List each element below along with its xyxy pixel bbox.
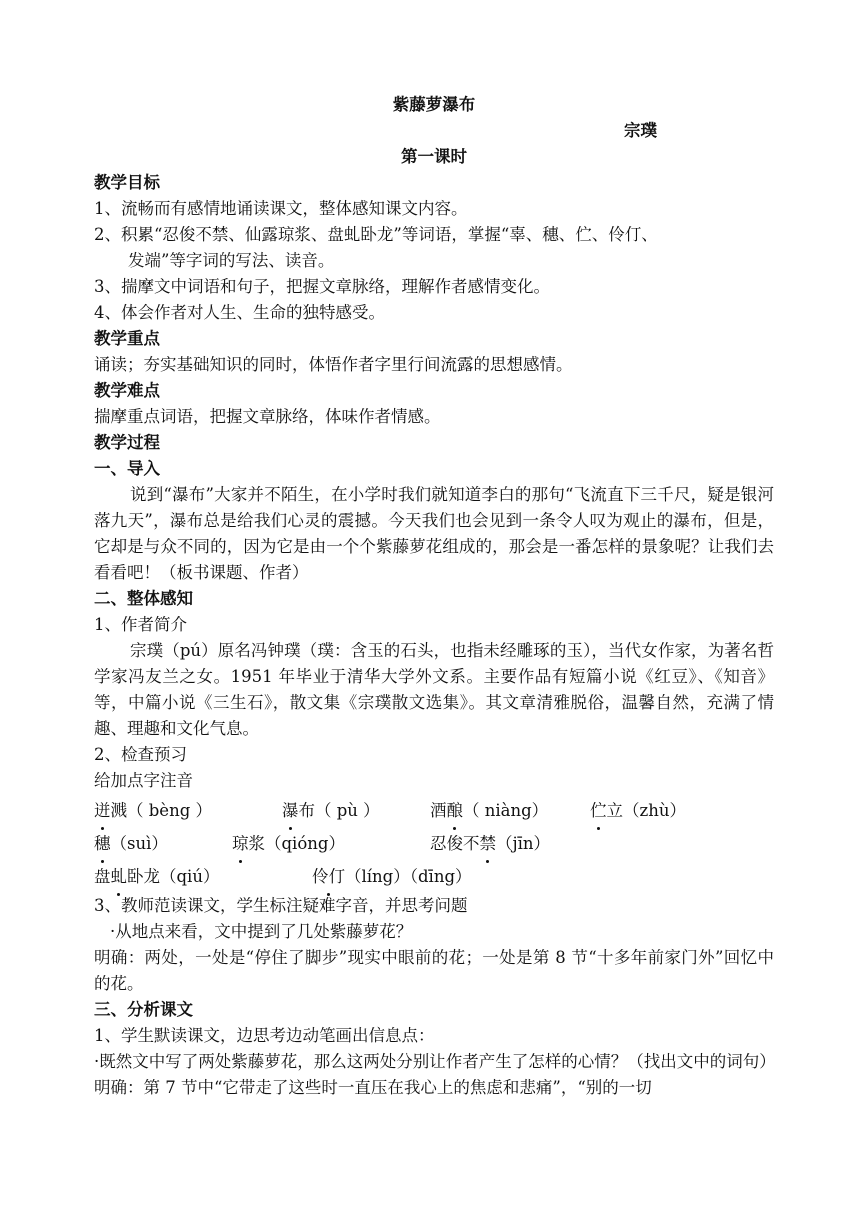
analysis-heading: 三、分析课文 [94, 1000, 193, 1019]
phonetic-label: 给加点字注音 [94, 771, 193, 790]
phonetic-item: 琼浆（qióng） [232, 827, 345, 860]
answer-locations: 明确：两处，一处是“停住了脚步”现实中眼前的花；一处是第 8 节“十多年前家门外”回忆中的花。 [94, 948, 774, 993]
goal-item-3: 3、揣摩文中词语和句子，把握文章脉络，理解作者感情变化。 [94, 277, 550, 296]
author-intro-paragraph: 宗璞（pú）原名冯钟璞（璞：含玉的石头，也指未经雕琢的玉），当代女作家，为著名哲学家冯友兰之女。1951 年毕业于清华大学外文系。主要作品有短篇小说《红豆》、《知音》等，中篇小说《三生石》，散文集《宗璞散文选集》。其文章清雅脱俗，温馨自然，充满了情趣、理趣和文化气息。 [94, 641, 774, 738]
author-intro-label: 1、作者简介 [94, 615, 187, 634]
phonetic-item: 伫立（zhù） [590, 794, 686, 827]
focus-heading: 教学重点 [94, 329, 160, 348]
goal-item-2-continued: 发端”等字词的写法、读音。 [128, 251, 335, 270]
question-locations: ·从地点来看，文中提到了几处紫藤萝花？ [110, 922, 413, 941]
phonetic-item: 酒酿（ niàng） [430, 794, 548, 827]
phonetic-row-3 [94, 860, 774, 893]
intro-heading: 一、导入 [94, 459, 160, 478]
lesson-label: 第一课时 [401, 147, 467, 166]
overall-heading: 二、整体感知 [94, 589, 193, 608]
answer-feelings: 明确：第 7 节中“它带走了这些时一直压在我心上的焦虑和悲痛”，“别的一切 [94, 1078, 652, 1097]
phonetic-row-1 [94, 794, 774, 827]
phonetic-item: 忍俊不禁（jīn） [430, 827, 550, 860]
goals-heading: 教学目标 [94, 173, 160, 192]
phonetic-item: 瀑布（ pù ） [282, 794, 380, 827]
intro-paragraph: 说到“瀑布”大家并不陌生，在小学时我们就知道李白的那句“飞流直下三千尺，疑是银河落九天”，瀑布总是给我们心灵的震撼。今天我们也会见到一条令人叹为观止的瀑布，但是，它却是与众不同的，因为它是由一个个紫藤萝花组成的，那会是一番怎样的景象呢？让我们去看看吧！（板书课题、作者） [94, 485, 774, 582]
difficulty-heading: 教学难点 [94, 381, 160, 400]
reading-label: 3、教师范读课文，学生标注疑难字音，并思考问题 [94, 896, 468, 915]
phonetic-item: 迸溅（ bèng ） [94, 794, 212, 827]
phonetic-item: 穗（suì） [94, 827, 168, 860]
goal-item-2: 2、积累“忍俊不禁、仙露琼浆、盘虬卧龙”等词语，掌握“辜、穗、伫、伶仃、 [94, 225, 658, 244]
document-page [94, 92, 774, 1101]
question-feelings: ·既然文中写了两处紫藤萝花，那么这两处分别让作者产生了怎样的心情？（找出文中的词句） [94, 1052, 776, 1071]
author-name: 宗璞 [624, 121, 657, 140]
analysis-step: 1、学生默读课文，边思考边动笔画出信息点： [94, 1026, 435, 1045]
process-heading: 教学过程 [94, 433, 160, 452]
preview-label: 2、检查预习 [94, 745, 187, 764]
goal-item-1: 1、流畅而有感情地诵读课文，整体感知课文内容。 [94, 199, 468, 218]
phonetic-row-2 [94, 827, 774, 860]
phonetic-item: 伶仃（líng）（dīng） [312, 860, 472, 893]
difficulty-text: 揣摩重点词语，把握文章脉络，体味作者情感。 [94, 407, 441, 426]
goal-item-4: 4、体会作者对人生、生命的独特感受。 [94, 303, 385, 322]
document-title: 紫藤萝瀑布 [392, 95, 476, 114]
phonetic-item: 盘虬卧龙（qiú） [94, 860, 219, 893]
focus-text: 诵读；夯实基础知识的同时，体悟作者字里行间流露的思想感情。 [94, 355, 573, 374]
